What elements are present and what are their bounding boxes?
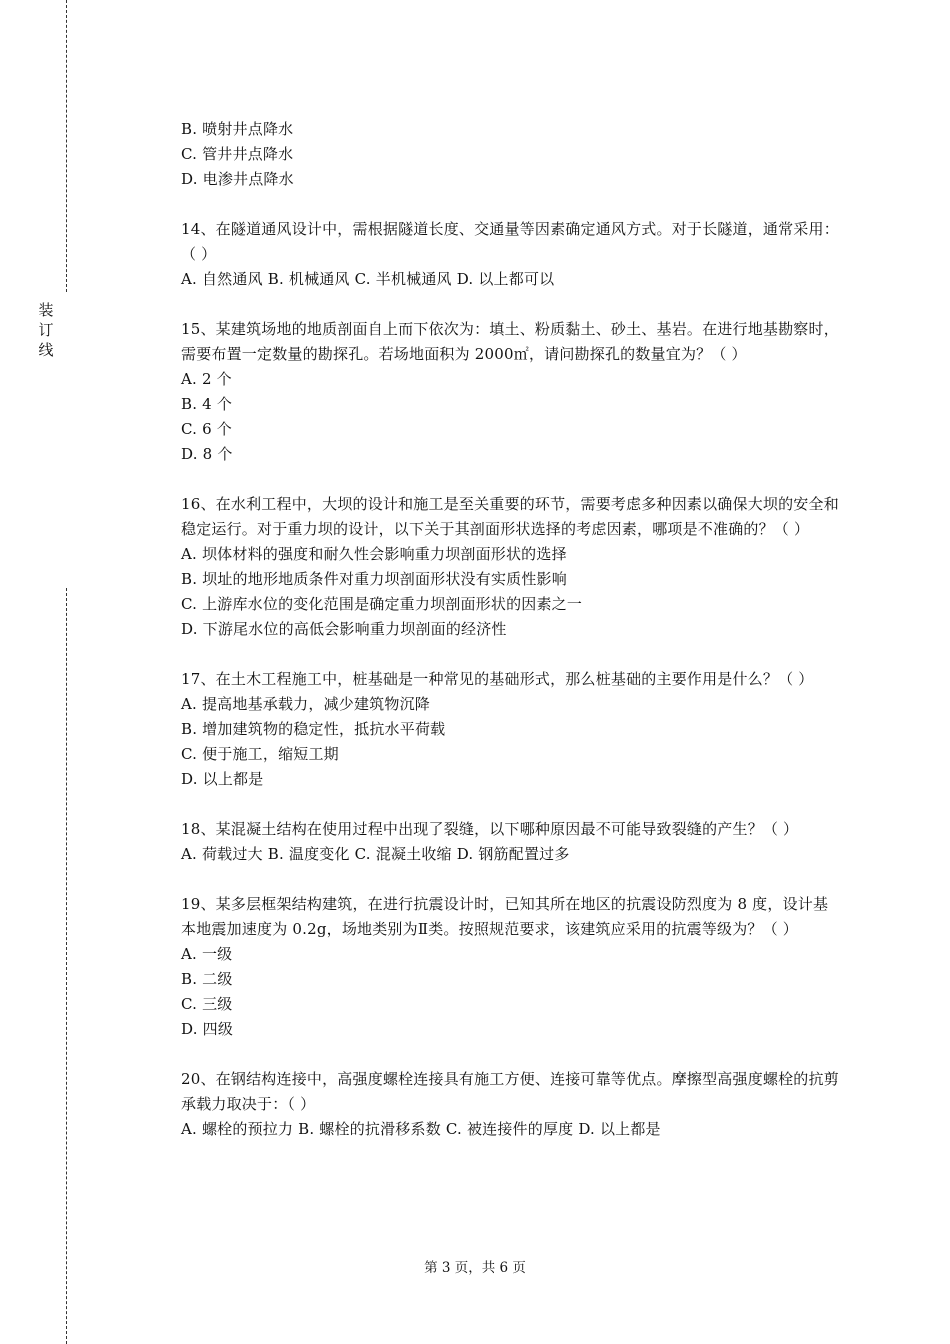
option-b: B. 坝址的地形地质条件对重力坝剖面形状没有实质性影响 bbox=[181, 570, 567, 588]
option-a: A. 一级 bbox=[181, 945, 233, 963]
option-d: D. 以上都是 bbox=[181, 770, 264, 788]
option-a: A. 2 个 bbox=[181, 370, 232, 388]
question-18 bbox=[181, 817, 841, 867]
binding-dashed-line-bottom bbox=[66, 588, 67, 1344]
option-b: B. 增加建筑物的稳定性，抵抗水平荷载 bbox=[181, 720, 446, 738]
option-b: B. 二级 bbox=[181, 970, 233, 988]
options-line: A. 荷载过大 B. 温度变化 C. 混凝土收缩 D. 钢筋配置过多 bbox=[181, 845, 570, 863]
question-19 bbox=[181, 892, 841, 1042]
binding-label-char: 线 bbox=[38, 341, 54, 359]
options-line: A. 螺栓的预拉力 B. 螺栓的抗滑移系数 C. 被连接件的厚度 D. 以上都是 bbox=[181, 1120, 661, 1138]
option-c: C. 管井井点降水 bbox=[181, 145, 294, 163]
binding-label-char: 订 bbox=[38, 321, 54, 339]
option-b: B. 喷射井点降水 bbox=[181, 120, 294, 138]
question-16 bbox=[181, 492, 841, 642]
question-17 bbox=[181, 667, 841, 792]
option-c: C. 三级 bbox=[181, 995, 233, 1013]
question-14 bbox=[181, 217, 841, 292]
question-15 bbox=[181, 317, 841, 467]
question-stem: 17、在土木工程施工中，桩基础是一种常见的基础形式，那么桩基础的主要作用是什么？（ ） bbox=[181, 670, 814, 688]
option-d: D. 电渗井点降水 bbox=[181, 170, 294, 188]
binding-dashed-line-top bbox=[66, 0, 67, 292]
question-13-continued bbox=[181, 117, 841, 192]
question-stem: 15、某建筑场地的地质剖面自上而下依次为：填土、粉质黏土、砂土、基岩。在进行地基勘察时，需要布置一定数量的勘探孔。若场地面积为 2000㎡，请问勘探孔的数量宜为？（ ） bbox=[181, 320, 839, 363]
question-stem: 20、在钢结构连接中，高强度螺栓连接具有施工方便、连接可靠等优点。摩擦型高强度螺栓的抗剪承载力取决于：（ ） bbox=[181, 1070, 839, 1113]
question-stem: 18、某混凝土结构在使用过程中出现了裂缝，以下哪种原因最不可能导致裂缝的产生？（ ） bbox=[181, 820, 799, 838]
option-d: D. 下游尾水位的高低会影响重力坝剖面的经济性 bbox=[181, 620, 507, 638]
option-a: A. 提高地基承载力，减少建筑物沉降 bbox=[181, 695, 430, 713]
binding-label-char: 装 bbox=[38, 301, 54, 319]
binding-label bbox=[38, 300, 54, 360]
options-line: A. 自然通风 B. 机械通风 C. 半机械通风 D. 以上都可以 bbox=[181, 270, 555, 288]
option-c: C. 6 个 bbox=[181, 420, 232, 438]
question-stem: 14、在隧道通风设计中，需根据隧道长度、交通量等因素确定通风方式。对于长隧道，通常采用：（ ） bbox=[181, 220, 839, 263]
option-d: D. 8 个 bbox=[181, 445, 233, 463]
question-list bbox=[181, 117, 841, 1167]
option-d: D. 四级 bbox=[181, 1020, 234, 1038]
question-stem: 19、某多层框架结构建筑，在进行抗震设计时，已知其所在地区的抗震设防烈度为 8 度，设计基本地震加速度为 0.2g，场地类别为Ⅱ类。按照规范要求，该建筑应采用的抗震等级为？（ ） bbox=[181, 895, 829, 938]
option-c: C. 上游库水位的变化范围是确定重力坝剖面形状的因素之一 bbox=[181, 595, 583, 613]
option-c: C. 便于施工，缩短工期 bbox=[181, 745, 339, 763]
page-number: 第 3 页，共 6 页 bbox=[424, 1260, 526, 1276]
option-a: A. 坝体材料的强度和耐久性会影响重力坝剖面形状的选择 bbox=[181, 545, 567, 563]
question-20 bbox=[181, 1067, 841, 1142]
question-stem: 16、在水利工程中，大坝的设计和施工是至关重要的环节，需要考虑多种因素以确保大坝的安全和稳定运行。对于重力坝的设计，以下关于其剖面形状选择的考虑因素，哪项是不准确的？（ ） bbox=[181, 495, 839, 538]
option-b: B. 4 个 bbox=[181, 395, 233, 413]
